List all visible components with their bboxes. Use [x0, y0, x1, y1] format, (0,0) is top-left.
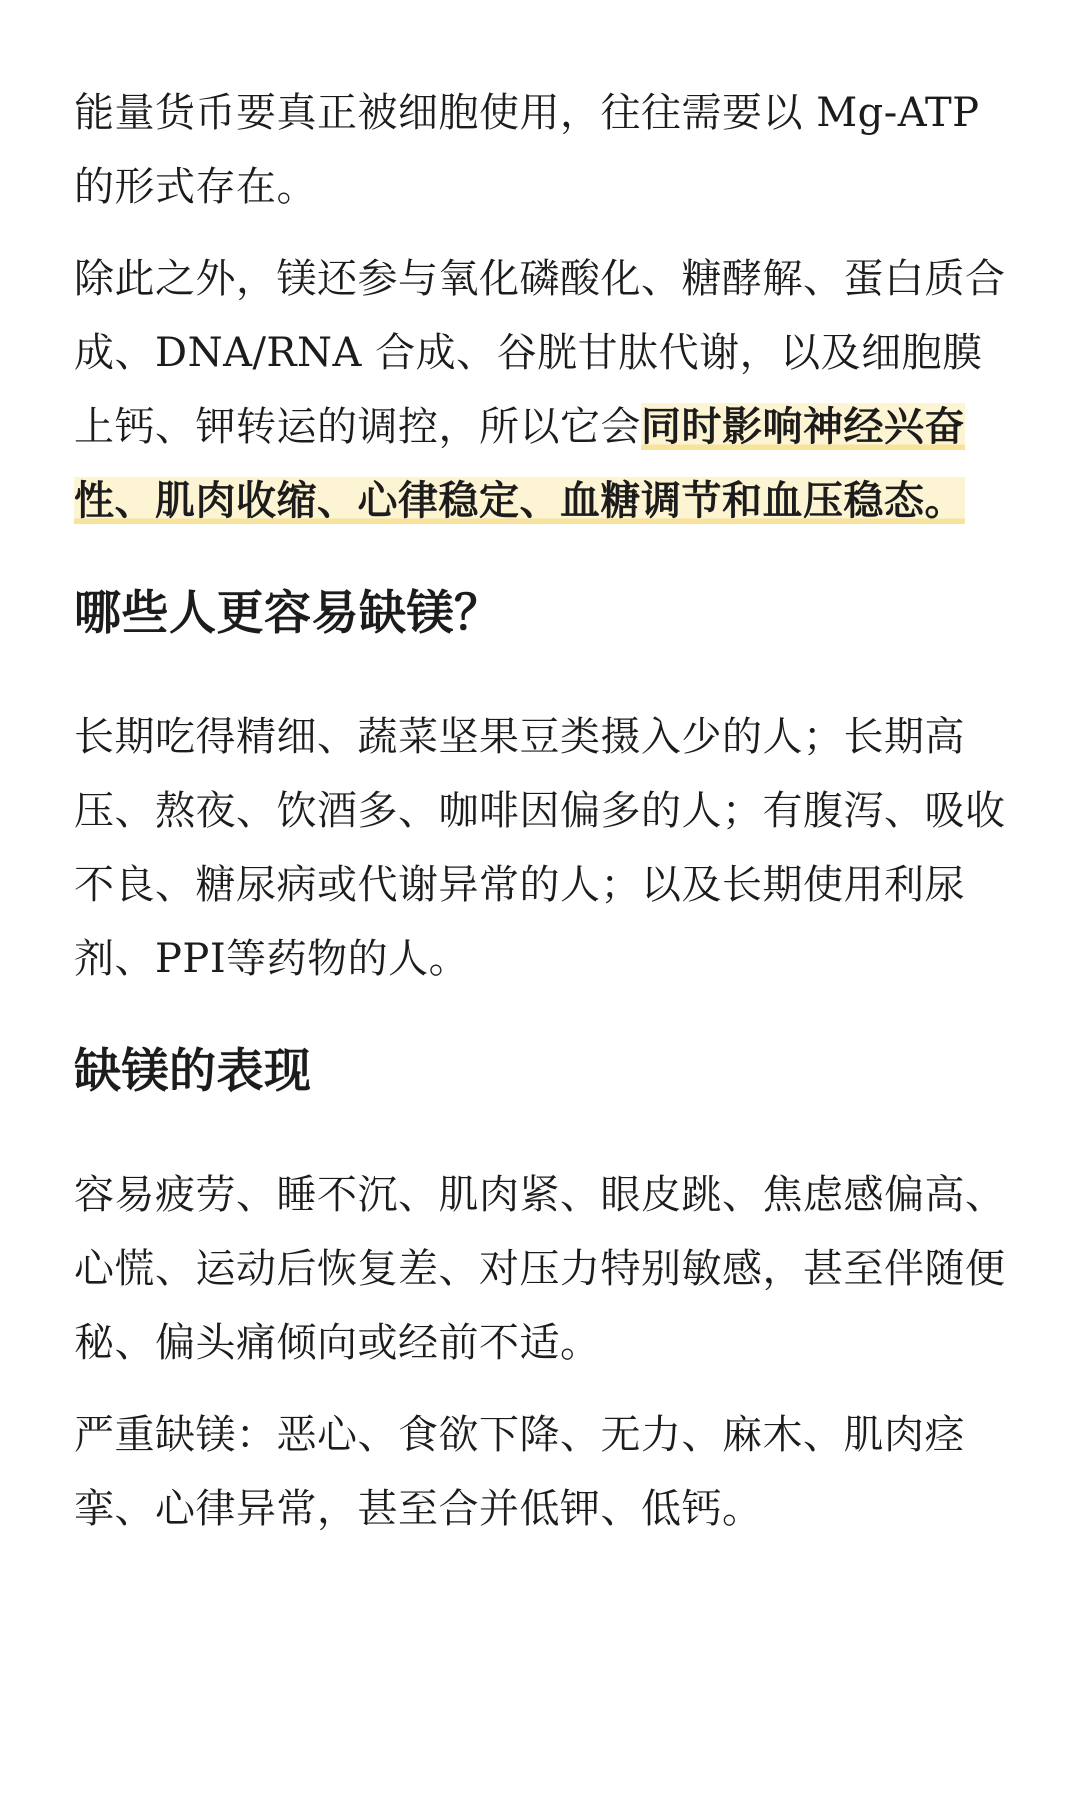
paragraph-magnesium-functions-text: 除此之外，镁还参与氧化磷酸化、糖酵解、蛋白质合成、DNA/RNA 合成、谷胱甘肽代谢，以及细胞膜上钙、钾转运的调控，所以它会 — [74, 256, 1006, 450]
paragraph-mg-atp: 能量货币要真正被细胞使用，往往需要以 Mg-ATP 的形式存在。 — [74, 90, 980, 210]
paragraph-risk-groups: 长期吃得精细、蔬菜坚果豆类摄入少的人；长期高压、熬夜、饮酒多、咖啡因偏多的人；有腹泻、吸收不良、糖尿病或代谢异常的人；以及长期使用利尿剂、PPI等药物的人。 — [74, 714, 1006, 982]
paragraph-magnesium-functions — [74, 242, 1012, 538]
paragraph-severe-deficiency: 严重缺镁：恶心、食欲下降、无力、麻木、肌肉痉挛、心律异常，甚至合并低钾、低钙。 — [74, 1412, 965, 1532]
article-body — [74, 0, 1012, 1546]
highlighted-text: 同时影响神经兴奋性、肌肉收缩、心律稳定、血糖调节和血压稳态。 — [74, 403, 965, 524]
paragraph-symptoms: 容易疲劳、睡不沉、肌肉紧、眼皮跳、焦虑感偏高、心慌、运动后恢复差、对压力特别敏感，甚至伴随便秘、偏头痛倾向或经前不适。 — [74, 1172, 1006, 1366]
heading-symptoms: 缺镁的表现 — [74, 1044, 312, 1099]
heading-risk-groups: 哪些人更容易缺镁？ — [74, 586, 502, 641]
